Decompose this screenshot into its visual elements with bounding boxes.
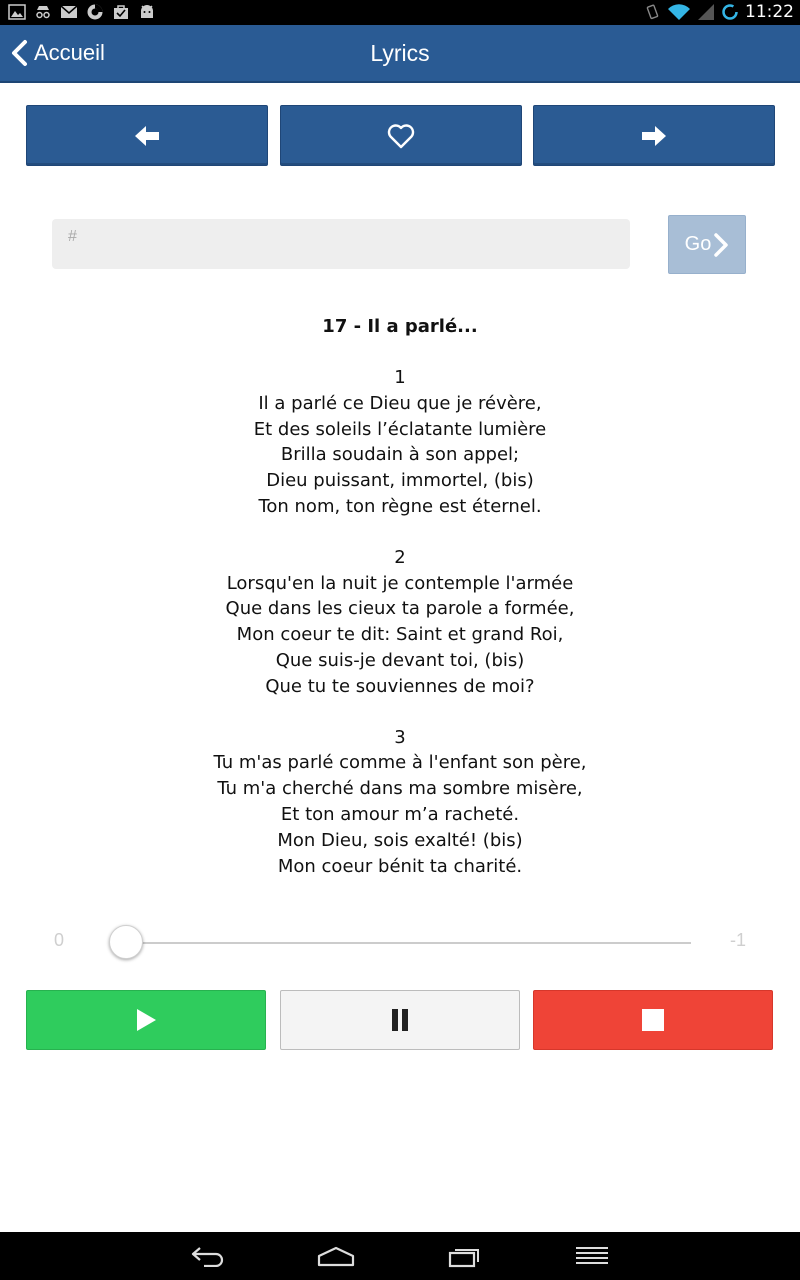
system-status <box>643 2 794 22</box>
system-home-button[interactable] <box>311 1240 361 1272</box>
verse-number: 2 <box>394 546 406 568</box>
lyrics-panel <box>0 314 800 904</box>
seek-track[interactable] <box>126 942 691 944</box>
verse-number: 3 <box>394 726 406 748</box>
verse-number: 1 <box>394 367 406 388</box>
wifi-icon <box>667 3 691 21</box>
clock: 11:22 <box>745 2 794 22</box>
pause-button[interactable] <box>280 990 520 1050</box>
lyric-line: Que tu te souviennes de moi? <box>265 675 535 697</box>
previous-song-button[interactable] <box>26 105 268 166</box>
status-bar <box>0 0 800 25</box>
lyric-line: Dieu puissant, immortel, (bis) <box>266 470 534 492</box>
arrow-right-icon <box>641 124 667 148</box>
home-icon <box>317 1245 355 1267</box>
back-icon <box>190 1245 226 1267</box>
stop-button[interactable] <box>533 990 773 1050</box>
remaining-time: -1 <box>730 930 747 950</box>
play-icon <box>135 1008 157 1032</box>
verse <box>0 545 800 700</box>
firefox-icon <box>86 3 104 21</box>
system-menu-button[interactable] <box>567 1240 617 1272</box>
back-label: Accueil <box>34 40 105 65</box>
signal-icon <box>697 3 715 21</box>
android-debug-icon <box>138 3 156 21</box>
page-title: Lyrics <box>370 40 430 66</box>
system-recents-button[interactable] <box>440 1240 490 1272</box>
lyric-line: Ton nom, ton règne est éternel. <box>258 495 542 517</box>
vibrate-icon <box>643 3 661 21</box>
arrow-left-icon <box>134 124 160 148</box>
sync-icon <box>721 3 739 21</box>
action-bar <box>0 25 800 83</box>
lyric-line: Et ton amour m’a racheté. <box>280 803 520 825</box>
next-song-button[interactable] <box>533 105 775 166</box>
go-label: Go <box>684 233 712 255</box>
notification-icons <box>8 3 156 21</box>
spy-icon <box>34 3 52 21</box>
shopping-bag-icon <box>112 3 130 21</box>
lyric-line: Que suis-je devant toi, (bis) <box>275 649 525 671</box>
lyric-line: Et des soleils l’éclatante lumière <box>253 418 547 440</box>
song-title: 17 - Il a parlé... <box>322 316 478 337</box>
lyric-line: Lorsqu'en la nuit je contemple l'armée <box>226 572 574 594</box>
elapsed-time: 0 <box>54 930 65 950</box>
image-icon <box>8 3 26 21</box>
system-back-button[interactable] <box>183 1240 233 1272</box>
go-button[interactable] <box>668 215 746 274</box>
lyric-line: Mon Dieu, sois exalté! (bis) <box>277 829 523 851</box>
lyric-line: Tu m'as parlé comme à l'enfant son père, <box>213 752 587 774</box>
stop-icon <box>641 1008 665 1032</box>
verse <box>0 365 800 520</box>
seek-thumb[interactable] <box>109 925 143 959</box>
mail-icon <box>60 3 78 21</box>
play-button[interactable] <box>26 990 266 1050</box>
song-number-input[interactable] <box>52 219 630 269</box>
favorite-button[interactable] <box>280 105 522 166</box>
chevron-right-icon <box>713 232 729 258</box>
lyric-line: Mon coeur te dit: Saint et grand Roi, <box>236 624 564 646</box>
search-placeholder: # <box>68 228 77 245</box>
back-button[interactable] <box>10 25 105 81</box>
verse <box>0 725 800 880</box>
lyric-line: Il a parlé ce Dieu que je révère, <box>258 392 542 414</box>
lyric-line: Brilla soudain à son appel; <box>280 444 520 466</box>
heart-icon <box>387 123 415 149</box>
menu-icon <box>574 1245 610 1267</box>
lyric-line: Tu m'a cherché dans ma sombre misère, <box>217 778 583 800</box>
recents-icon <box>447 1244 483 1268</box>
system-nav-bar <box>0 1232 800 1280</box>
pause-icon <box>390 1008 410 1032</box>
chevron-left-icon <box>10 39 28 67</box>
lyric-line: Que dans les cieux ta parole a formée, <box>225 598 575 620</box>
lyric-line: Mon coeur bénit ta charité. <box>277 855 523 877</box>
